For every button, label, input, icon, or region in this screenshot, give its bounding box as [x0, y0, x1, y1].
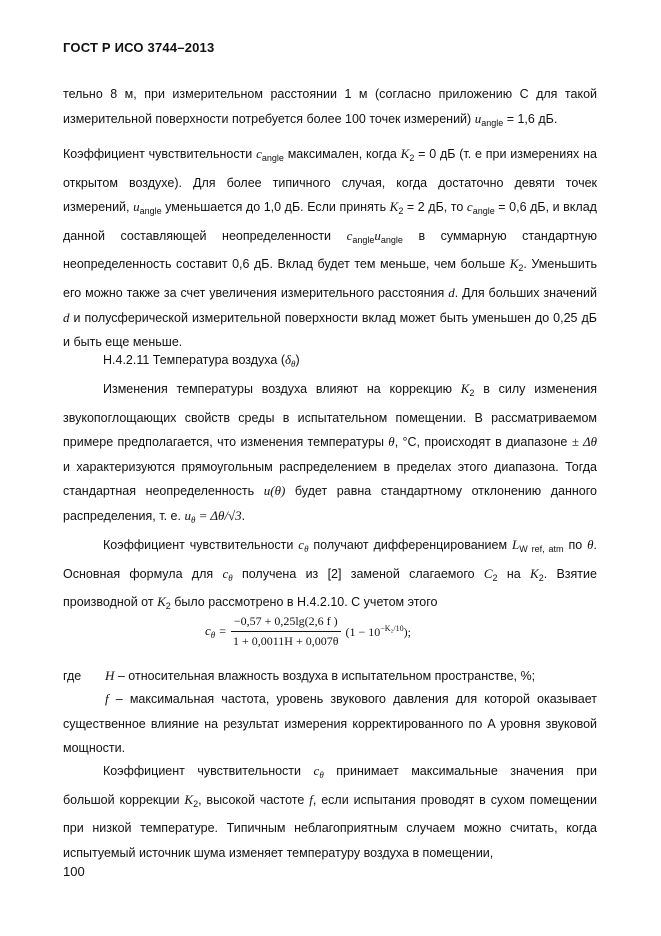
paragraph-air-temperature: Изменения температуры воздуха влияют на коррекцию $K_2$ в силу изменения звукопоглощающих свойств среды в испытательном помещении. В рассматриваемом примере предполагается, что изменения температуры θ, °C, происходят в диапазоне ± Δθ и характеризуются прямоугольным распределением в пределах этого диапазона. Тогда стандартная неопределенность u(θ) будет равна стандартному отклонению данного распределения, т. е. $u_\theta = \Delta\theta/√3$.: [63, 381, 597, 525]
symbol-f: f: [309, 791, 313, 807]
paragraph-sensitivity-max: [63, 759, 597, 865]
where-clause-h: [63, 664, 597, 689]
para-text: . Уменьшить его можно также за счет увеличения измерительного расстояния: [63, 257, 597, 300]
para-text: . Для больших значений: [454, 285, 598, 300]
para-text: получают дифференцированием: [313, 538, 508, 552]
para-text: и полусферической измерительной поверхности вклад может быть уменьшен до 0,25 дБ и быть еще меньше.: [63, 310, 597, 350]
symbol-theta: θ: [388, 434, 395, 450]
symbol-delta-theta: $\delta_\theta$: [285, 352, 296, 369]
symbol-theta: θ: [587, 537, 594, 552]
symbol-u-angle: $u_{angle}$: [474, 110, 504, 128]
para-text: = 0,6 дБ, и вклад данной составляющей неопределенности: [63, 200, 597, 243]
symbol-k2: $K_2$: [530, 565, 544, 583]
para-text: . Взятие производной от: [63, 566, 597, 610]
para-text: в суммарную стандартную неопределенность составит 0,6 дБ. Вклад будет тем меньше, чем больше: [63, 228, 597, 272]
para-text: и характеризуются прямоугольным распределением в пределах этого диапазона. Тогда стандартная неопределенность: [63, 459, 597, 499]
symbol-u-theta: u(θ): [263, 483, 286, 499]
para-text: было рассмотрено в Н.4.2.10. С учетом этого: [174, 595, 438, 610]
para-text: получена из [2] заменой слагаемого: [241, 566, 475, 581]
symbol-k2: $K_2$: [460, 381, 475, 398]
symbol-k2: $K_2$: [509, 256, 524, 274]
document-header: ГОСТ Р ИСО 3744–2013: [63, 40, 215, 55]
where-clause-f: [63, 687, 597, 761]
para-text: в силу изменения звукопоглощающих свойств среды в испытательном помещении. В рассматриваемом примере предполагается, что изменения температуры: [63, 382, 597, 450]
section-title: Н.4.2.11 Температура воздуха (: [103, 353, 285, 367]
where-h-desc: – относительная влажность воздуха в испытательном пространстве, %;: [117, 669, 536, 683]
para-text: Изменения температуры воздуха влияют на коррекцию: [103, 382, 452, 396]
symbol-k2: $K_2$: [389, 199, 404, 217]
page-number: 100: [63, 864, 85, 879]
para-text: = 0 дБ (т. е при измерениях на открытом воздухе). Для более типичного случая, когда достаточно девяти точек измерений,: [63, 147, 597, 215]
formula-equals: =: [219, 624, 226, 638]
symbol-c-u-angle: $c_{angle}u_{angle}$: [346, 227, 403, 245]
symbol-k2: $K_2$: [400, 146, 415, 163]
formula-denominator: 1 + 0,0011H + 0,007θ: [232, 634, 339, 648]
formula-c-theta: [205, 614, 411, 649]
symbol-L-W: $L_{W ref, atm}$: [511, 537, 564, 554]
para-text: Коэффициент чувствительности: [63, 147, 253, 161]
section-heading: Н.4.2.11 Температура воздуха $(\delta_\theta)$: [103, 352, 300, 369]
symbol-c-angle: $c_{angle}$: [256, 146, 284, 163]
symbol-c-angle: $c_{angle}$: [466, 199, 495, 217]
symbol-k2: $K_2$: [157, 594, 171, 612]
para-text: = 1,6 дБ.: [506, 111, 558, 126]
symbol-d: d: [448, 284, 455, 300]
paragraph-sensitivity-theta: [63, 533, 597, 619]
para-text: = 2 дБ, то: [406, 200, 464, 215]
equation-u-theta: $u_\theta = \Delta\theta/√3$: [184, 507, 242, 525]
para-text: тельно 8 м, при измерительном расстоянии 1 м (согласно приложению C для такой измерительной поверхности потребуется более 100 точек измерений): [63, 87, 597, 126]
para-text: Коэффициент чувствительности: [103, 538, 294, 552]
formula-fraction: [230, 614, 342, 649]
para-text: уменьшается до 1,0 дБ. Если принять: [165, 200, 387, 215]
para-text: , если испытания проводят в сухом помещении при низкой температуре. Типичным неблагоприятным случаем можно считать, когда испытуемый источник шума изменяет температуру воздуха в помещении,: [63, 792, 597, 860]
formula-lhs: $c_\theta$: [205, 623, 216, 640]
para-text: будет равна стандартному отклонению данного распределения, т. е.: [63, 484, 597, 523]
formula-numerator: −0,57 + 0,25lg(2,6 f ): [231, 614, 341, 632]
symbol-c-theta: $c_\theta$: [313, 763, 324, 780]
para-text: , высокой частоте: [198, 792, 305, 807]
symbol-k2: $K_2$: [184, 791, 199, 809]
paragraph-sensitivity-angle: [63, 142, 597, 355]
paragraph-continuation: [63, 82, 597, 135]
symbol-u-angle: $u_{angle}$: [133, 199, 162, 217]
para-text: Коэффициент чувствительности: [103, 764, 302, 778]
symbol-f: f: [105, 691, 109, 706]
symbol-H: H: [105, 668, 115, 683]
para-text: на: [506, 566, 521, 581]
para-text: принимает максимальные значения при большой коррекции: [63, 764, 597, 807]
where-f-desc: – максимальная частота, уровень звукового давления для которой оказывает существенное влияние на результат измерения корректированного по A уровня звуковой мощности.: [63, 692, 597, 756]
symbol-c2: $C_2$: [483, 565, 498, 583]
symbol-d: d: [63, 309, 70, 325]
where-label: где: [63, 669, 82, 683]
formula-tail: $(1 - 10^{-K_2/10})$;: [345, 623, 411, 639]
symbol-pm-delta-theta: ± Δθ: [571, 434, 597, 450]
para-text: максимален, когда: [287, 147, 397, 161]
para-text: по: [568, 538, 583, 552]
para-text: . Основная формула для: [63, 538, 597, 581]
para-text: , °C, происходят в диапазоне: [394, 435, 568, 450]
symbol-c-theta: $c_\theta$: [298, 537, 309, 554]
symbol-c-theta: $c_\theta$: [222, 565, 233, 583]
